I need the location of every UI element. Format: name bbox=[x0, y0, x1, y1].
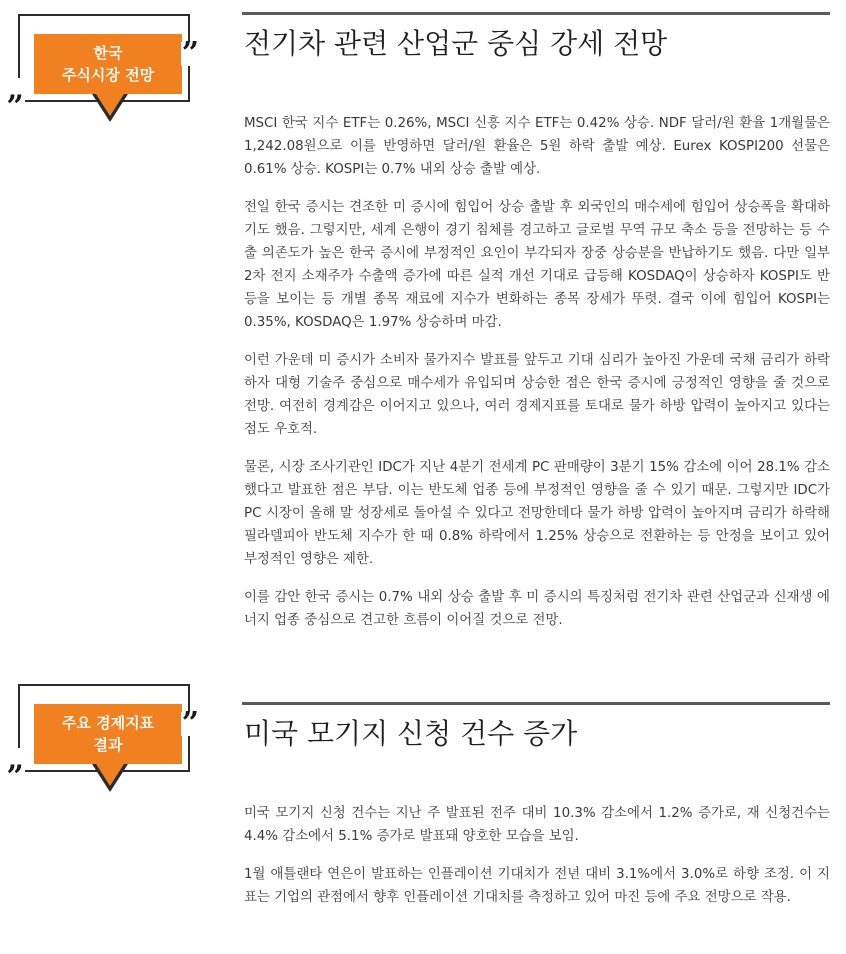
badge-label bbox=[34, 34, 182, 94]
badge-line-2: 주식시장 전망 bbox=[61, 66, 155, 84]
paragraph: 이런 가운데 미 증시가 소비자 물가지수 발표를 앞두고 기대 심리가 높아진 가운데 국채 금리가 하락하자 대형 기술주 중심으로 매수세가 유입되며 상승한 점은 한국 증시에 긍정적인 영향을 줄 것으로 전망. 여전히 경계감은 이어지고 있으나, 여러 경제지표를 토대로 물가 하방 압력이 높아지고 있다는 점도 우호적. bbox=[244, 353, 830, 437]
paragraph: 이를 감안 한국 증시는 0.7% 내외 상승 출발 후 미 증시의 특징처럼 전기차 관련 산업군과 신재생 에너지 업종 중심으로 견고한 흐름이 이어질 것으로 전망. bbox=[244, 590, 830, 628]
section-body bbox=[244, 112, 830, 647]
section-title: 전기차 관련 산업군 중심 강세 전망 bbox=[244, 27, 668, 60]
section-title: 미국 모기지 신청 건수 증가 bbox=[244, 717, 578, 750]
badge-tail bbox=[96, 94, 124, 116]
quote-open-icon: „ bbox=[7, 742, 25, 777]
paragraph: 물론, 시장 조사기관인 IDC가 지난 4분기 전세계 PC 판매량이 3분기 15% 감소에 이어 28.1% 감소했다고 발표한 점은 부담. 이는 반도체 업종 등에 부정적인 영향을 줄 수 있기 때문. 그렇지만 IDC가 PC 시장이 올해 말 성장세로 돌아설 수 있다고 전망한데다 물가 하방 압력이 높아지며 금리가 하락해 필라델피아 반도체 지수가 한 때 0.8% 하락에서 1.25% 상승으로 전환하는 등 안정을 보이고 있어 부정적인 영향은 제한. bbox=[244, 460, 830, 567]
section-economic-indicators bbox=[0, 670, 846, 954]
quote-open-icon: „ bbox=[7, 72, 25, 107]
paragraph: 미국 모기지 신청 건수는 지난 주 발표된 전주 대비 10.3% 감소에서 1.2% 증가로, 재 신청건수는 4.4% 감소에서 5.1% 증가로 발표돼 양호한 모습을 보임. bbox=[244, 806, 830, 844]
badge-tail bbox=[96, 764, 124, 786]
section-body bbox=[244, 802, 830, 924]
quote-close-icon: ” bbox=[181, 706, 199, 741]
paragraph: MSCI 한국 지수 ETF는 0.26%, MSCI 신흥 지수 ETF는 0.42% 상승. NDF 달러/원 환율 1개월물은 1,242.08원으로 이를 반영하면 달러/원 환율은 5원 하락 출발 예상. Eurex KOSPI200 선물은 0.61% 상승. KOSPI는 0.7% 내외 상승 출발 예상. bbox=[244, 116, 830, 177]
quote-close-icon: ” bbox=[181, 36, 199, 71]
paragraph: 1월 애틀랜타 연은이 발표하는 인플레이션 기대치가 전년 대비 3.1%에서 3.0%로 하향 조정. 이 지표는 기업의 관점에서 향후 인플레이션 기대치를 측정하고 있어 마진 등에 주요 전망으로 작용. bbox=[244, 867, 830, 905]
badge-line-1: 한국 bbox=[93, 44, 123, 62]
title-rule bbox=[242, 702, 830, 705]
badge-line-1: 주요 경제지표 bbox=[61, 714, 155, 732]
paragraph: 전일 한국 증시는 견조한 미 증시에 힘입어 상승 출발 후 외국인의 매수세에 힘입어 상승폭을 확대하기도 했음. 그렇지만, 세계 은행이 경기 침체를 경고하고 글로벌 무역 규모 축소 등을 전망하는 등 수출 의존도가 높은 한국 증시에 부정적인 요인이 부각되자 장중 상승분을 반납하기도 했음. 다만 일부 2차 전지 소재주가 수출액 증가에 따른 실적 개선 기대로 급등해 KOSDAQ이 상승하자 KOSPI도 반등을 보이는 등 개별 종목 재료에 지수가 변화하는 종목 장세가 뚜렷. 결국 이에 힘입어 KOSPI는 0.35%, KOSDAQ은 1.97% 상승하며 마감. bbox=[244, 200, 830, 330]
section-badge bbox=[7, 14, 199, 124]
badge-line-2: 결과 bbox=[93, 736, 123, 754]
title-rule bbox=[242, 12, 830, 15]
section-badge bbox=[7, 684, 199, 794]
badge-label bbox=[34, 704, 182, 764]
